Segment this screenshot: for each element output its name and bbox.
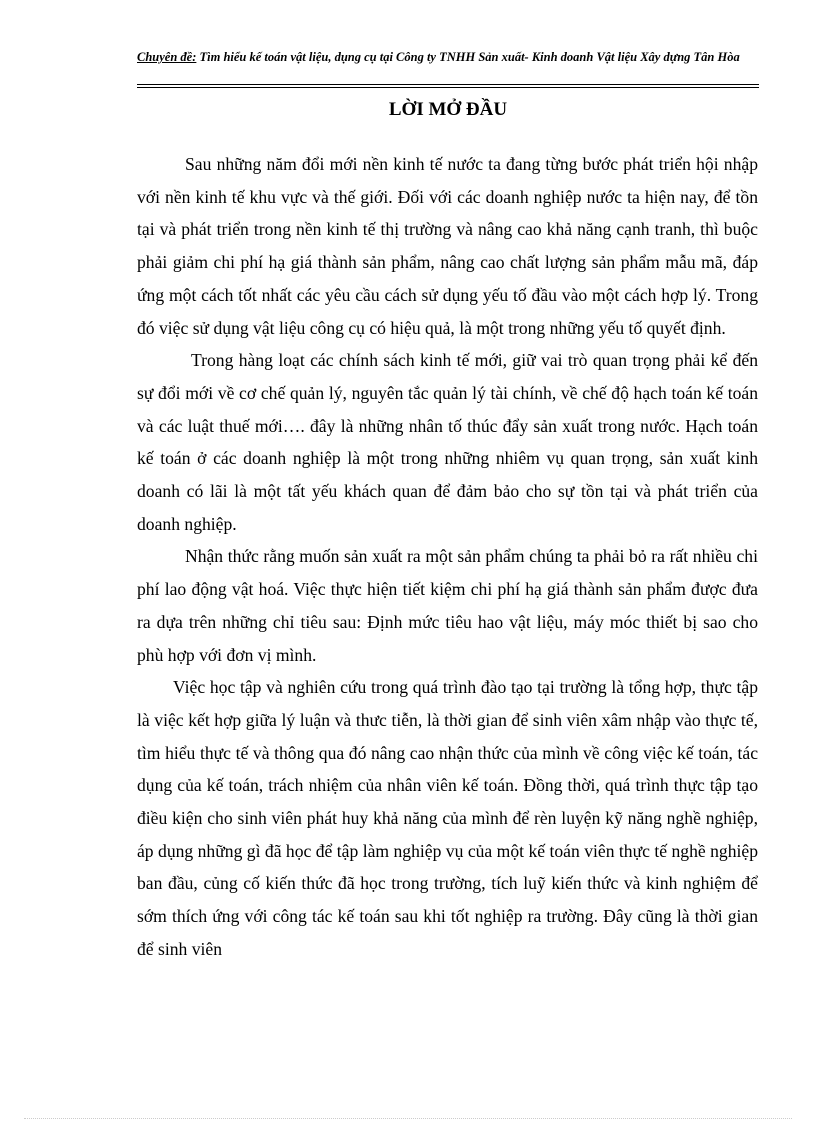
page-header — [137, 49, 759, 65]
paragraph-2: Trong hàng loạt các chính sách kinh tế mới, giữ vai trò quan trọng phải kể đến sự đổi mới về cơ chế quản lý, nguyên tắc quản lý tài chính, về chế độ hạch toán kế toán và các luật thuế mới…. đây là những nhân tố thúc đẩy sản xuất trong nước. Hạch toán kế toán ở các doanh nghiệp là một trong những nhiêm vụ quan trọng, sản xuất kinh doanh có lãi là một tất yếu khách quan để đảm bảo cho sự tồn tại và phát triển của doanh nghiệp. — [137, 350, 758, 534]
paragraph-4: Việc học tập và nghiên cứu trong quá trình đào tạo tại trường là tổng hợp, thực tập là việc kết hợp giữa lý luận và thưc tiễn, là thời gian để sinh viên xâm nhập vào thực tế, tìm hiểu thực tế và thông qua đó nâng cao nhận thức của mình về công việc kế toán, tác dụng của kế toán, trách nhiệm của nhân viên kế toán. Đồng thời, quá trình thực tập tạo điều kiện cho sinh viên phát huy khả năng của mình để rèn luyện kỹ năng nghề nghiệp, áp dụng những gì đã học để tập làm nghiệp vụ của một kế toán viên thực tế nghề nghiệp ban đầu, củng cố kiến thức đã học trong trường, tích luỹ kiến thức và kinh nghiệm để sớm thích ứng với công tác kế toán sau khi tốt nghiệp ra trường. Đây cũng là thời gian để sinh viên — [137, 677, 758, 959]
page-title: LỜI MỞ ĐẦU — [388, 99, 508, 120]
paragraph-1: Sau những năm đổi mới nền kinh tế nước ta đang từng bước phát triển hội nhập với nền kinh tế khu vực và thế giới. Đối với các doanh nghiệp nước ta hiện nay, để tồn tại và phát triển trong nền kinh tế thị trường và nâng cao khả năng cạnh tranh, thì buộc phải giảm chi phí hạ giá thành sản phẩm, nâng cao chất lượng sản phẩm mẫu mã, đáp ứng một cách tốt nhất các yêu cầu cách sử dụng yếu tố đầu vào một cách hợp lý. Trong đó việc sử dụng vật liệu công cụ có hiệu quả, là một trong những yếu tố quyết định. — [137, 154, 758, 338]
header-rule-thin — [137, 87, 759, 88]
paragraph-3: Nhận thức rằng muốn sản xuất ra một sản phẩm chúng ta phải bỏ ra rất nhiều chi phí lao động vật hoá. Việc thực hiện tiết kiệm chi phí hạ giá thành sản phẩm được đưa ra dựa trên những chỉ tiêu sau: Định mức tiêu hao vật liệu, máy móc thiết bị sao cho phù hợp với đơn vị mình. — [137, 546, 758, 665]
header-text: Tìm hiểu kế toán vật liệu, dụng cụ tại Công ty TNHH Sản xuất- Kinh doanh Vật liệu Xây dựng Tân Hòa — [196, 50, 740, 64]
header-rule — [137, 84, 759, 85]
header-label: Chuyên đề: — [137, 50, 197, 64]
document-body — [137, 148, 758, 966]
page-bottom-rule — [24, 1118, 792, 1119]
